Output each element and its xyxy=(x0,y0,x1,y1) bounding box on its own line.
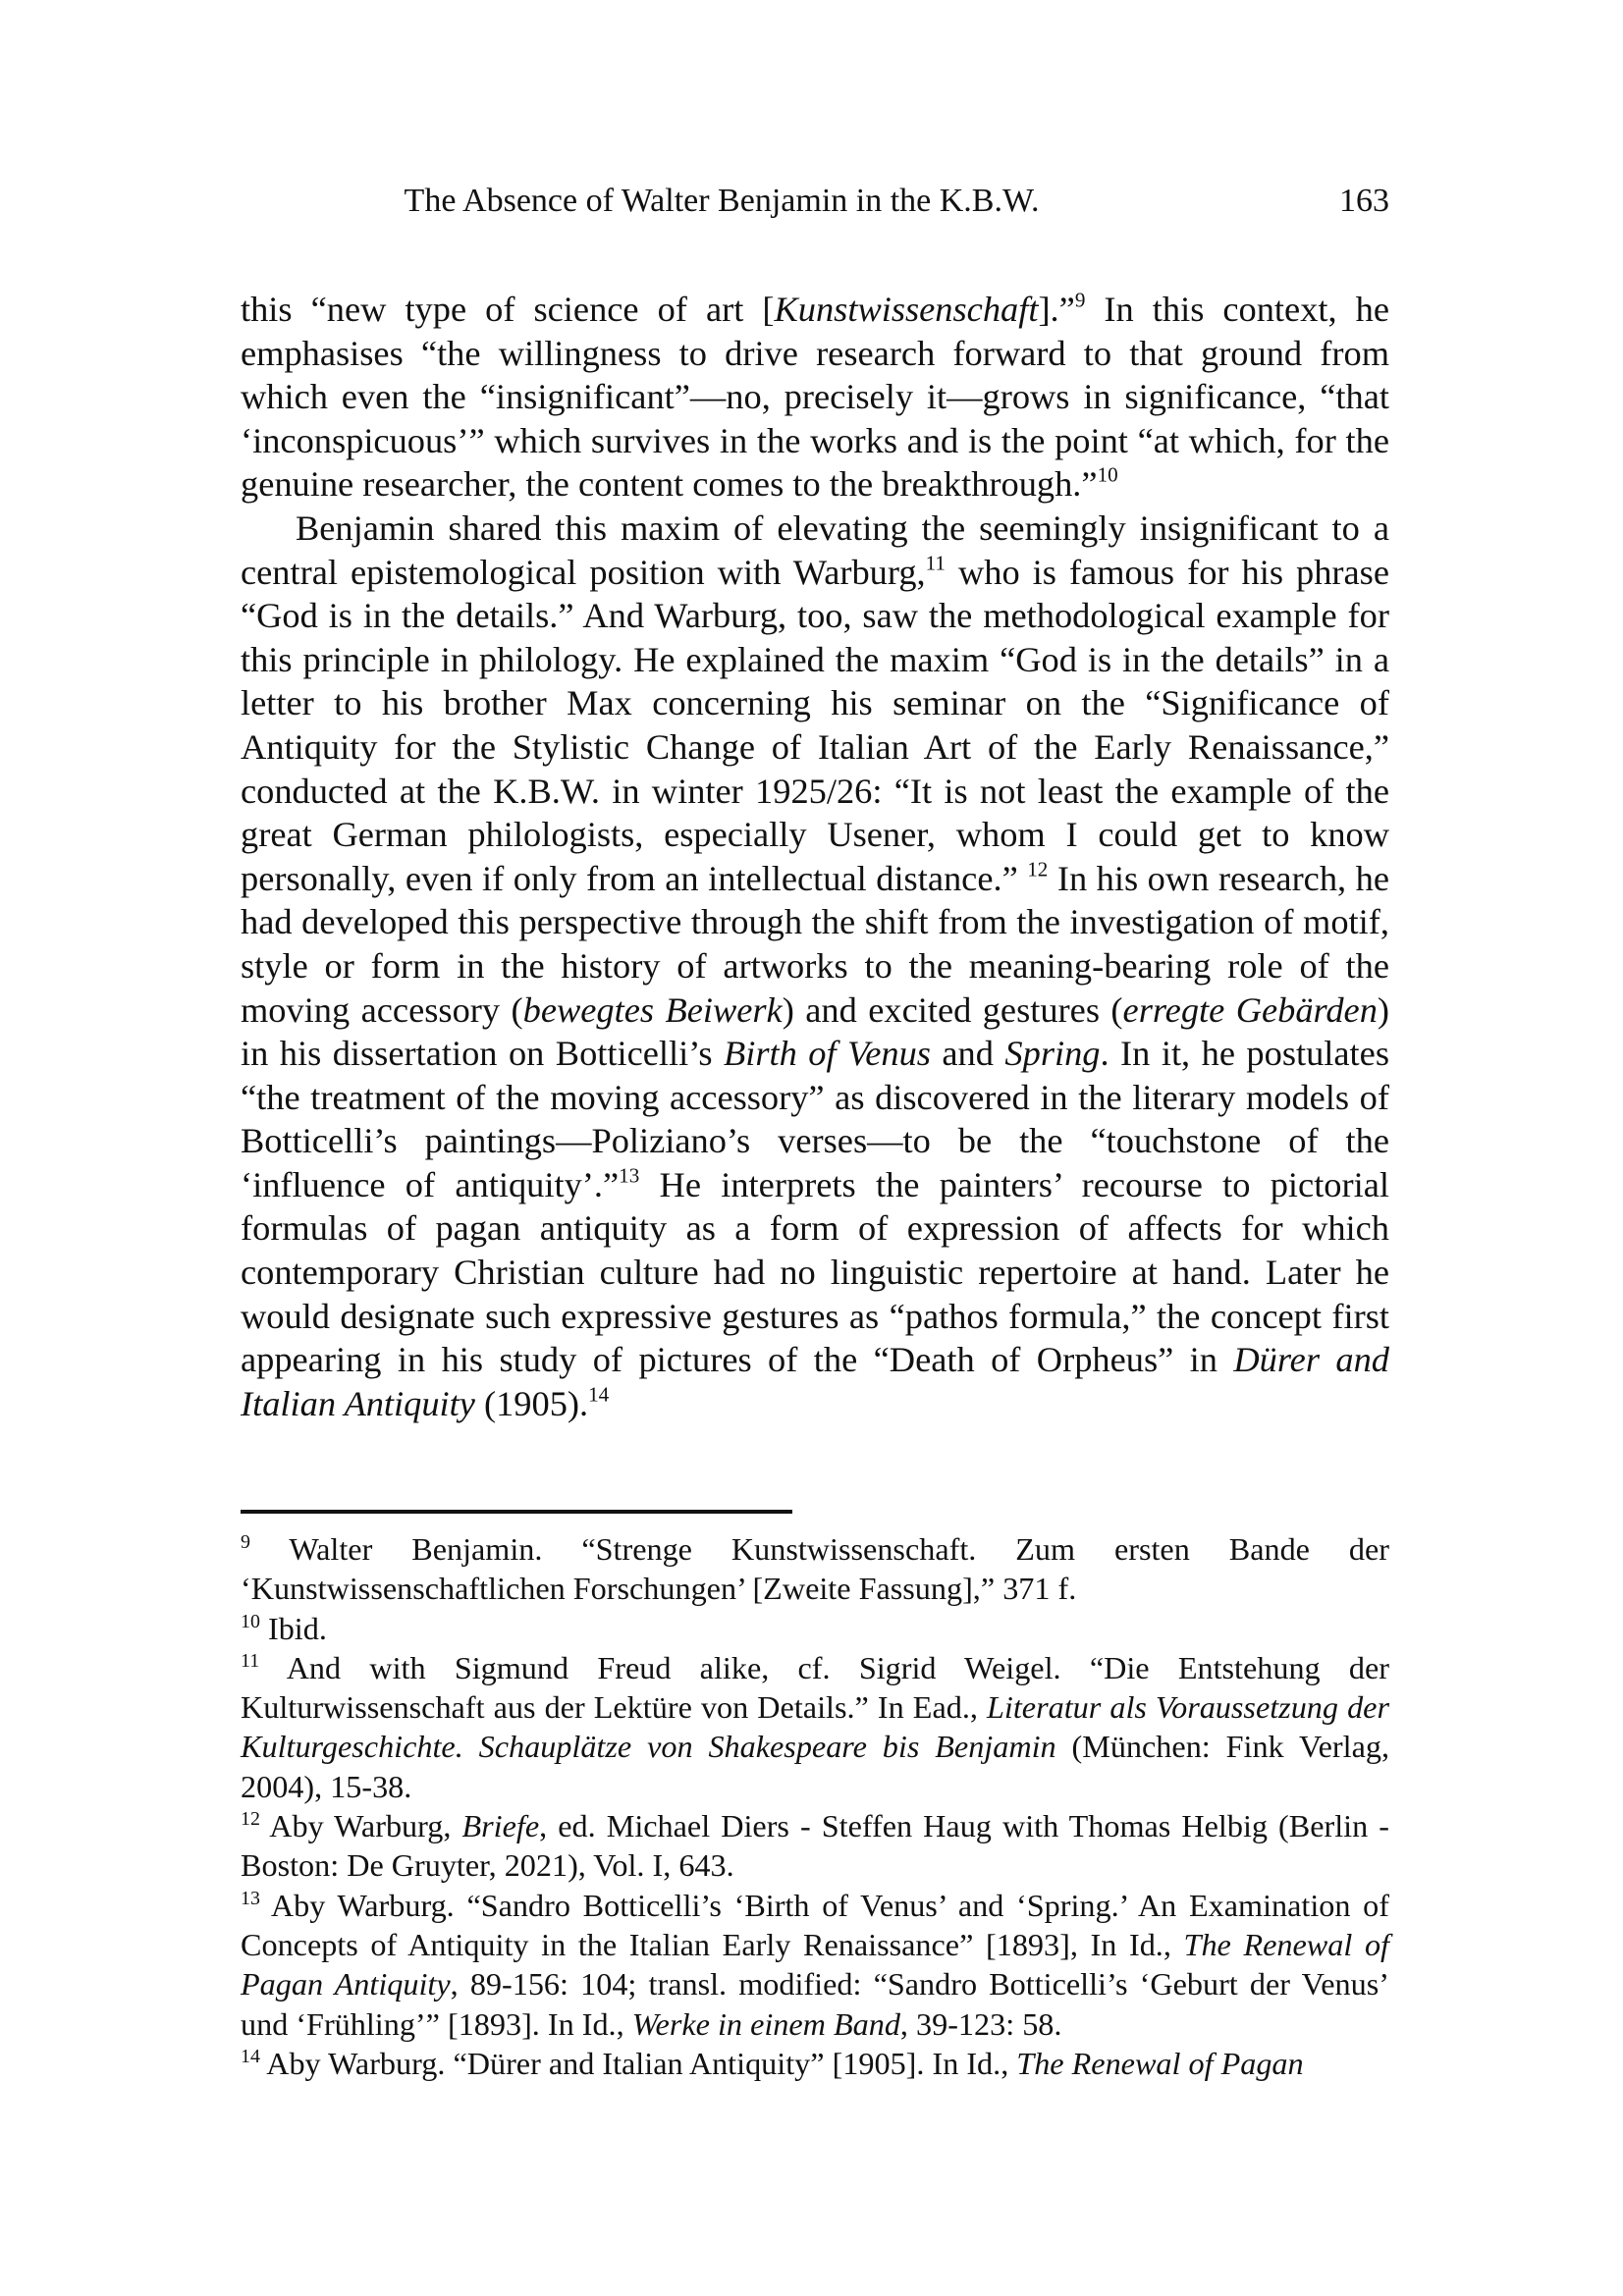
footnote-ref-14[interactable]: 14 xyxy=(588,1382,610,1407)
footnote-ref-11[interactable]: 11 xyxy=(925,551,946,575)
footnote-ref-12[interactable]: 12 xyxy=(1027,857,1049,881)
footnote-number: 10 xyxy=(241,1610,260,1632)
footnote-number: 11 xyxy=(241,1649,260,1672)
footnote-ref-9[interactable]: 9 xyxy=(1074,288,1086,312)
footnote-11: $^{11}$ And with Sigmund Freud alike, cf. Sigrid Weigel. “Die Entstehung der Kulturwissenschaft aus der Lektüre von Details.” In Ead., Literatur als Voraussetzung der Kulturgeschichte. Schauplätze von Shakespeare bis Benjamin (München: Fink Verlag, 2004), 15-38. xyxy=(241,1649,1389,1804)
footnote-13: $^{13}$ Aby Warburg. “Sandro Botticelli’s ‘Birth of Venus’ and ‘Spring.’ An Examination of Concepts of Antiquity in the Italian Early Renaissance” [1893], In Id., The Renewal of Pagan Antiquity, 89-156: 104; transl. modified: “Sandro Botticelli’s ‘Geburt der Venus’ und ‘Frühling’” [1893]. In Id., Werke in einem Band, 39-123: 58. xyxy=(241,1887,1389,2042)
footnote-9: $^9$ Walter Benjamin. “Strenge Kunstwissenschaft. Zum ersten Bande der ‘Kunstwissenschaftlichen Forschungen’ [Zweite Fassung],” 371 f. xyxy=(241,1531,1389,1607)
italic-term: erregte Gebärden xyxy=(1122,989,1378,1030)
footnote-number: 13 xyxy=(241,1887,260,1909)
footnote-number: 12 xyxy=(241,1808,260,1831)
running-head xyxy=(241,177,1389,226)
footnote-number: 14 xyxy=(241,2045,260,2067)
italic-title: Spring xyxy=(1004,1034,1101,1074)
footnote-12: $^{12}$ Aby Warburg, Briefe, ed. Michael Diers - Steffen Haug with Thomas Helbig (Berlin - Boston: De Gruyter, 2021), Vol. I, 643. xyxy=(241,1808,1389,1884)
running-title: The Absence of Walter Benjamin in the K.B.W. xyxy=(404,183,1040,219)
footnote-14: $^{14}$ Aby Warburg. “Dürer and Italian Antiquity” [1905]. In Id., The Renewal of Pagan xyxy=(241,2045,1304,2081)
paragraph-1: this “new type of science of art [Kunstwissenschaft].”$^9$ In this context, he emphasises “the willingness to drive research forward to that ground from which even the “insignificant”—no, precisely it—grows in significance, “that ‘inconspicuous’” which survives in the works and is the point “at which, for the genuine researcher, the content comes to the breakthrough.”$^{10}$ xyxy=(241,288,1389,505)
footnote-10: $^{10}$ Ibid. xyxy=(241,1610,327,1646)
main-text xyxy=(241,288,1389,1425)
footnote-ref-10[interactable]: 10 xyxy=(1097,463,1118,488)
footnote-divider xyxy=(241,1510,792,1514)
italic-term: Kunstwissenschaft xyxy=(774,290,1039,329)
footnotes xyxy=(241,1529,1389,2083)
italic-term: bewegtes Beiwerk xyxy=(522,989,783,1030)
footnote-ref-13[interactable]: 13 xyxy=(619,1163,640,1188)
italic-title: Dürer and Italian Antiquity xyxy=(241,1340,1389,1423)
italic-title: Birth of Venus xyxy=(723,1034,931,1074)
footnote-number: 9 xyxy=(241,1531,250,1554)
page-number: 163 xyxy=(1339,183,1389,219)
paragraph-2: Benjamin shared this maxim of elevating the seemingly insignificant to a central epistemological position with Warburg,$^{11}$ who is famous for his phrase “God is in the details.” And Warburg, too, saw the methodological example for this principle in philology. He explained the maxim “God is in the details” in a letter to his brother Max concerning his seminar on the “Significance of Antiquity for the Stylistic Change of Italian Art of the Early Renaissance,” conducted at the K.B.W. in winter 1925/26: “It is not least the example of the great German philologists, especially Usener, whom I could get to know personally, even if only from an intellectual distance.” $^{12}$ In his own research, he had developed this perspective through the shift from the investigation of motif, style or form in the history of artworks to the meaning-bearing role of the moving accessory (bewegtes Beiwerk) and excited gestures (erregte Gebärden) in his dissertation on Botticelli’s Birth of Venus and Spring. In it, he postulates “the treatment of the moving accessory” as discovered in the literary models of Botticelli’s paintings—Poliziano’s verses—to be the “touchstone of the ‘influence of antiquity’.”$^{13}$ He interprets the painters’ recourse to pictorial formulas of pagan antiquity as a form of expression of affects for which contemporary Christian culture had no linguistic repertoire at hand. Later he would designate such expressive gestures as “pathos formula,” the concept first appearing in his study of pictures of the “Death of Orpheus” in Dürer and Italian Antiquity (1905).$^{14}$ xyxy=(241,507,1390,1423)
